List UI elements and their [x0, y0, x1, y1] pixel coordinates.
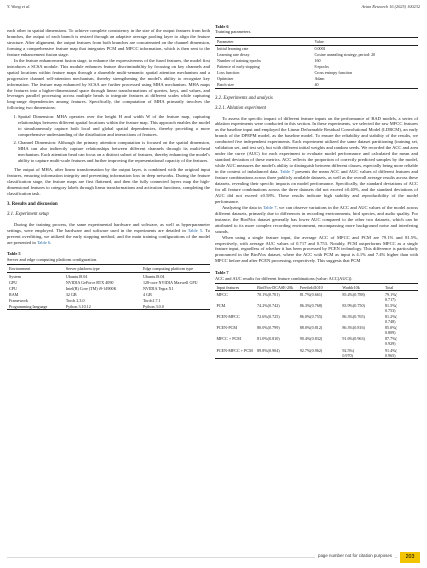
- paragraph: In the feature enhancement fusion stage, to enhance the expressiveness of the fused features, the model first introduces a SCSA module. This module enhances feature discriminability by focusing on key channels and spatial locations within feature maps through a shareable multi-semantic spatial attention mechanism and a progressive channel self-attention mechanism, thereby strengthening the model's ability to recognize key information. The feature map enhanced by SCSA are further processed using MHA mechanism. MHA maps the features into a higher-dimensional space through linear transformations of queries, keys, and values, and leverages parallel processing across multiple heads to integrate features at different scales while capturing long-range dependencies among features. Specifically, the computation of MHA primarily involves the following two dimensions:: [7, 57, 210, 111]
- table-header-cell: Environment: [7, 265, 64, 273]
- subsubsection-heading: 3.2.1. Ablation experiment: [215, 105, 266, 111]
- table-7-caption: Table 7 ACC and AUC results for different feature combinations (value: ACC(AUC)).: [215, 270, 353, 281]
- page-number-badge: 203: [400, 552, 420, 563]
- table-7-link[interactable]: Table 7: [280, 169, 294, 175]
- table-header-cell: Total: [383, 283, 418, 290]
- table-row: GPU NVIDIA GeForce RTX 4090 128-core NVIDIA Maxwell GPU: [9, 279, 198, 285]
- table-row: PCEN-MFCC 72.6%(0.725) 86.0%(0.755) 86.3%(0.765) 81.2%( 0.748): [216, 314, 397, 325]
- list-item: 2. Channel Dimension: Although the primary attention computation is focused on the spatial dimension, MHA can also indirectly capture relationships between different channels through its multi-head mechanism. Each attention head can focus on a distinct subset of features, thereby enhancing the model's ability to capture multi-scale features and further improving the representational capacity of the features.: [18, 140, 210, 164]
- table-row: Programming language Python 3.10.12 Python 3.0.0: [7, 303, 210, 310]
- paragraph: The output of MHA, after linear transformation by the output layer, is combined with the original input features, ensuring information integrity and preventing information loss in deep networks. During the feature classification stage, the feature maps are first flattened, and then the fully connected layers map the high-dimensional features to category labels through linear transformations and activation functions, completing the classification task.: [7, 166, 210, 196]
- table-row: MFCC + PCM 81.0%(0.810) 90.4%(0.832) 91.6%(0.963) 87.7%( 0.929): [216, 336, 397, 347]
- table-5-caption: Table 5 Server and edge computing platform configuration.: [7, 251, 98, 262]
- table-header-cell: Value: [312, 37, 418, 45]
- table-6-caption: Table 6 Training parameters.: [215, 24, 252, 35]
- table-6-link[interactable]: Table 6: [36, 239, 51, 245]
- subsection-heading: 3.2. Experiments and analysis: [215, 95, 273, 101]
- table-header-cell: BirdVox-DCASE-20k: [256, 283, 299, 290]
- table-header-cell: Edge computing platform type: [141, 265, 210, 273]
- table-row: RAM 32 GB 4 GB: [9, 291, 152, 297]
- right-column: [215, 24, 418, 359]
- table-header-cell: Input features: [215, 283, 256, 290]
- table-header-cell: Warblr10k: [341, 283, 384, 290]
- table-row: Initial learning rate 0.0001: [217, 46, 326, 52]
- paragraph: During the training process, the same experimental hardware and software, as well as hyperparameter settings, were employed. The hardware and software used in the experiments are detailed in Table 5. To prevent overfitting, we utilized the early stopping method, and the main training configurations of the model are presented in Table 6.: [7, 221, 210, 245]
- subsection-heading: 3.1. Experiment setup: [7, 211, 49, 217]
- table-row: PCEN-PCM 80.0%(0.799) 88.0%(0.812) 86.3%(0.816) 85.0%( 0.809): [216, 325, 397, 336]
- table-7: [215, 283, 418, 359]
- list-item: 1. Spatial Dimension: MHA operates over the height H and width W of the feature map, capturing relationships between different spatial locations within the feature map. This approach enables the model to simultaneously capture both local and global spatial dependencies, thereby providing a more comprehensive understanding of the distribution and interactions of features.: [18, 114, 210, 138]
- paragraph: each other in spatial dimensions. To achieve complete consistency in the size of the output features from both branches, the output of each branch is resized through an adaptive average pooling layer to align the feature structure. After alignment, the output features from both branches are concatenated on the channel dimension, forming a comprehensive feature map that integrates PCM and MFCC information, which is then sent to the feature enhancement fusion stage.: [7, 28, 210, 57]
- table-row: Patience of early stopping 8 epochs: [217, 64, 329, 70]
- table-row: Loss function Cross entropy function: [217, 70, 352, 76]
- table-row: Optimizer Adam: [217, 76, 325, 82]
- table-row: PCM 74.2%(0.742) 86.3%(0.768) 83.9%(0.750) 81.5%( 0.753): [216, 302, 397, 313]
- table-row: Batch size 40: [215, 82, 418, 89]
- running-header-authors: Y. Wang et al.: [7, 4, 31, 9]
- table-row: System Ubuntu18.04 Ubuntu18.04: [9, 273, 165, 279]
- table-7-link[interactable]: Table 7: [262, 204, 277, 210]
- table-header-cell: Parameter: [215, 37, 312, 45]
- table-row: Framework Torch 2.3.0 Torch1.7.1: [9, 297, 161, 303]
- section-heading: 3. Results and discussion: [7, 201, 58, 207]
- paragraph: When using a single feature input, the average ACC of MFCC and PCM are 79.1% and 81.5%, respectively, with average AUC values of 0.717 and 0.753. Notably, PCM outperforms MFCC as a single feature input, regardless of whether it has been processed by PCEN technology. This difference is particularly pronounced in the BirdVox dataset, where the ACC with PCM as input is 4.1% and 7.4% higher than with MFCC before and after PCEN processing, respectively. This suggests that PCM: [215, 234, 418, 264]
- table-6: [215, 37, 418, 89]
- running-header-journal: Avian Research 16 (2025) 100232: [361, 4, 420, 9]
- table-row: CPU Intel(R) Core (TM) i9-14900K NVIDIA Tegra X1: [9, 285, 174, 291]
- paragraph: To assess the specific impact of different feature inputs on the performance of BAD models, a series of ablation experiments were conducted in this section. In these experiments, we selected the raw MFCC features as the baseline input and employed the Linear Deformable Residual Convolutional Model (LDRCM), an early branch of the DPEPM model, as the baseline model. To ensure the reliability and stability of the results, we conducted five independent experiments. Each experiment utilized the same dataset partitioning (training set, validation set, and test set), but with different initial weights and random seeds. We recorded the ACC and area under the curve (AUC) for each experiment to evaluate model performance and calculated the mean and standard deviation of these metrics. ACC reflects the proportion of correctly predicted samples by the model, while AUC measures the model's ability to distinguish between different classes, especially being more reliable in the context of imbalanced data. Table 7 presents the mean ACC and AUC values of different features and feature combinations across three publicly available datasets, as well as the overall average results across these datasets, revealing their specific impacts on model performance. Specifically, the standard deviations of ACC for all feature combinations across the three datasets did not exceed ±0.40%, and the standard deviations of AUC did not exceed ±0.58%. These results indicate high stability and reproducibility of the model performance.: [215, 115, 418, 204]
- table-row: Learning rate decay Cosine annealing strategy, period: 20: [217, 52, 376, 58]
- table-5: [7, 264, 210, 310]
- table-header-cell: Freefield1010: [298, 283, 341, 290]
- table-header-cell: Server platform type: [64, 265, 141, 273]
- table-row: Number of training epochs 160: [217, 58, 321, 64]
- numbered-list: [7, 114, 210, 164]
- table-row: MFCC 70.1%(0.701) 81.7%(0.661) 85.4%(0.788) 79.1%( 0.717): [216, 291, 397, 302]
- table-5-link[interactable]: Table 5: [187, 227, 203, 233]
- left-column: [7, 28, 210, 310]
- footer-label: page number not for citation purposes: [315, 553, 395, 558]
- page-footer: [0, 552, 427, 564]
- table-row: PCEN-MFCC + PCM 89.8%(0.904) 92.7%(0.962) 92.5%( 0.970) 91.4%( 0.965): [215, 347, 418, 359]
- paragraph: Analyzing the data in Table 7, we can observe variations in the ACC and AUC values of the model across different datasets, primarily due to differences in recording environments, bird species, and audio quality. For instance, the BirdVox dataset generally has lower AUC compared to the other two datasets, which can be attributed to its more complex recording environment, encompassing more background noise and interfering sounds.: [215, 204, 418, 234]
